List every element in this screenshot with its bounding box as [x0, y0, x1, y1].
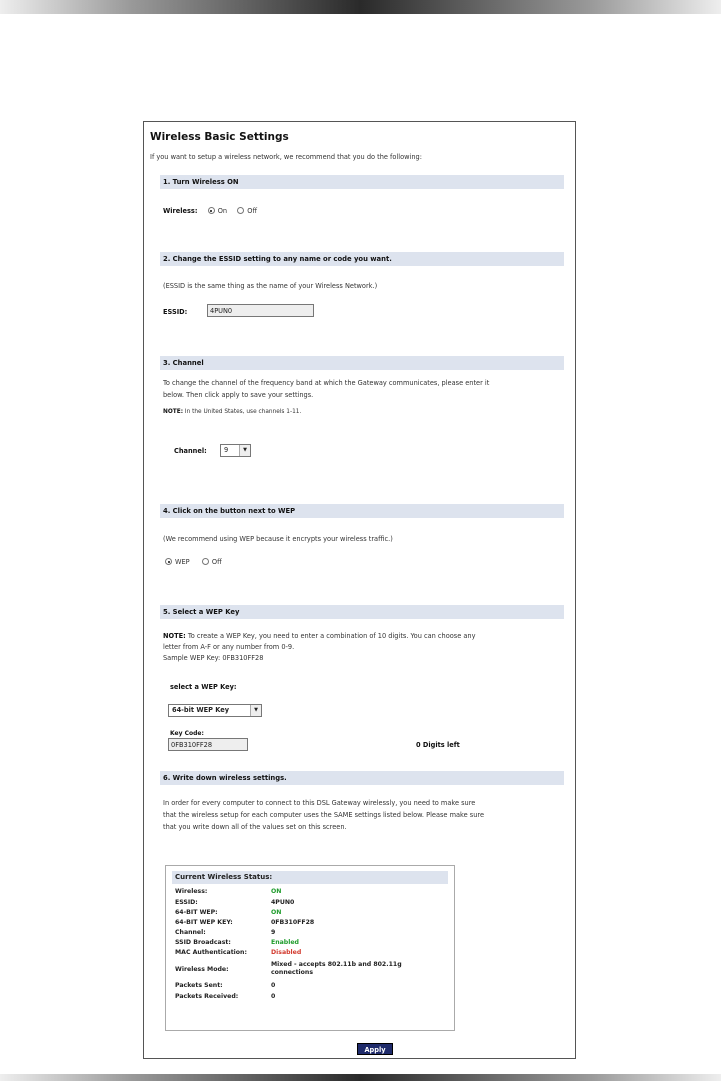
status-value-essid: 4PUN0	[271, 899, 295, 906]
status-value-wireless-mode: Mixed - accepts 802.11b and 802.11g connections	[271, 961, 402, 976]
status-value-channel: 9	[271, 929, 276, 936]
status-label-wireless: Wireless:	[175, 888, 208, 895]
apply-button[interactable]: Apply	[357, 1043, 393, 1055]
chevron-down-icon: ▼	[239, 445, 250, 456]
wireless-off-radio[interactable]	[237, 207, 244, 214]
section-4-heading: 4. Click on the button next to WEP	[160, 504, 564, 518]
digits-left-label: 0 Digits left	[416, 741, 460, 749]
section-3-heading: 3. Channel	[160, 356, 564, 370]
status-value-wireless: ON	[271, 888, 282, 895]
key-code-label: Key Code:	[170, 730, 204, 737]
section-2-heading: 2. Change the ESSID setting to any name or code you want.	[160, 252, 564, 266]
status-label-essid: ESSID:	[175, 899, 198, 906]
status-value-64bit-wep: ON	[271, 909, 282, 916]
wep-key-note-line-2: letter from A-F or any number from 0-9.	[163, 643, 295, 651]
status-label-64bit-wep: 64-BIT WEP:	[175, 909, 218, 916]
wireless-label: Wireless:	[163, 207, 198, 215]
wep-key-select-value: 64-bit WEP Key	[172, 706, 230, 714]
section-6-heading: 6. Write down wireless settings.	[160, 771, 564, 785]
chevron-down-icon: ▼	[250, 705, 261, 716]
status-label-packets-received: Packets Received:	[175, 993, 239, 1000]
wep-off-label: Off	[211, 558, 222, 566]
wep-key-note-line-1	[163, 632, 476, 640]
channel-desc-line-1: To change the channel of the frequency band at which the Gateway communicates, please enter it	[163, 379, 490, 387]
intro-text: If you want to setup a wireless network, we recommend that you do the following:	[150, 153, 422, 161]
status-value-64bit-wep-key: 0FB310FF28	[271, 919, 315, 926]
status-value-packets-sent: 0	[271, 982, 276, 989]
essid-label: ESSID:	[163, 308, 188, 316]
channel-label: Channel:	[174, 447, 207, 455]
wireless-settings-panel	[143, 121, 576, 1059]
wireless-on-radio[interactable]	[208, 207, 215, 214]
status-label-mac-authentication: MAC Authentication:	[175, 949, 247, 956]
page-title: Wireless Basic Settings	[150, 131, 289, 143]
bottom-decorative-bar	[0, 1074, 721, 1081]
write-down-desc-line-1: In order for every computer to connect to this DSL Gateway wirelessly, you need to make sure	[163, 799, 476, 807]
status-value-ssid-broadcast: Enabled	[271, 939, 299, 946]
channel-select[interactable]	[220, 444, 251, 457]
wireless-on-label: On	[217, 207, 228, 215]
channel-desc-line-2: below. Then click apply to save your settings.	[163, 391, 314, 399]
key-code-input[interactable]: 0FB310FF28	[168, 738, 248, 751]
wep-on-label: WEP	[175, 558, 190, 566]
wep-note: (We recommend using WEP because it encrypts your wireless traffic.)	[163, 535, 393, 543]
status-label-channel: Channel:	[175, 929, 206, 936]
status-label-wireless-mode: Wireless Mode:	[175, 966, 229, 973]
section-5-heading: 5. Select a WEP Key	[160, 605, 564, 619]
write-down-desc-line-3: that you write down all of the values set on this screen.	[163, 823, 347, 831]
wep-off-radio[interactable]	[202, 558, 209, 565]
section-1-heading: 1. Turn Wireless ON	[160, 175, 564, 189]
wep-on-radio[interactable]	[165, 558, 172, 565]
status-label-ssid-broadcast: SSID Broadcast:	[175, 939, 231, 946]
top-decorative-bar	[0, 0, 721, 14]
wireless-off-label: Off	[247, 207, 258, 215]
channel-note-label: NOTE:	[163, 409, 184, 415]
wireless-toggle-row	[163, 207, 257, 215]
wep-toggle-row	[165, 558, 222, 566]
status-value-packets-received: 0	[271, 993, 276, 1000]
current-wireless-status-box	[165, 865, 455, 1031]
essid-note: (ESSID is the same thing as the name of your Wireless Network.)	[163, 282, 378, 290]
wep-key-sample: Sample WEP Key: 0FB310FF28	[163, 654, 264, 662]
status-label-64bit-wep-key: 64-BIT WEP KEY:	[175, 919, 233, 926]
status-heading: Current Wireless Status:	[172, 871, 448, 884]
wep-key-select-label: select a WEP Key:	[170, 683, 237, 691]
channel-select-value: 9	[224, 446, 229, 454]
essid-input[interactable]: 4PUN0	[207, 304, 314, 317]
status-label-packets-sent: Packets Sent:	[175, 982, 223, 989]
status-value-mac-authentication: Disabled	[271, 949, 302, 956]
wep-key-select[interactable]	[168, 704, 262, 717]
channel-note	[163, 409, 301, 415]
wep-key-note-label: NOTE:	[163, 632, 186, 640]
write-down-desc-line-2: that the wireless setup for each computer uses the SAME settings listed below. Please make sure	[163, 811, 485, 819]
channel-note-text: In the United States, use channels 1-11.	[184, 409, 302, 415]
wep-key-note-text: To create a WEP Key, you need to enter a combination of 10 digits. You can choose any	[187, 632, 476, 640]
